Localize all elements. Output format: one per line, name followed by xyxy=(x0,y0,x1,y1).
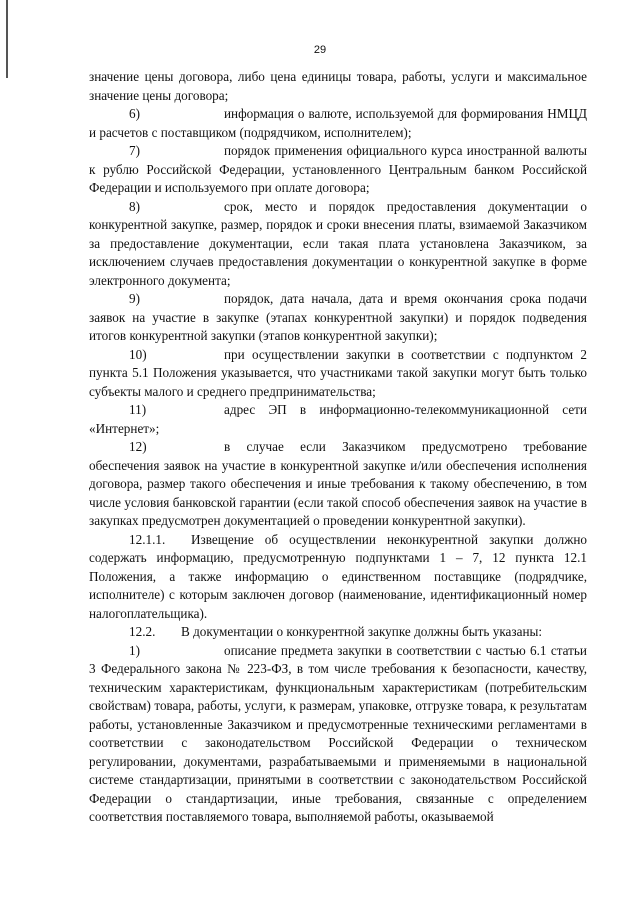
list-item-6 xyxy=(89,105,587,142)
list-item-7 xyxy=(89,142,587,198)
paragraph-text: срок, место и порядок предоставления документации о конкурентной закупке, размер, порядок и сроки внесения платы, взимаемой Заказчиком за предоставление документации, если такая плата установлена Заказчиком, за исключением случаев предоставления документации о конкурентной закупке в форме электронного документа; xyxy=(89,198,587,288)
paragraph-text: Извещение об осуществлении неконкурентной закупки должно содержать информацию, предусмотренную подпунктами 1 – 7, 12 пункта 12.1 Положения, а также информацию о единственном поставщике (подрядчике, исполнителе) с которым заключен договор (наименование, идентификационный номер налогоплательщика). xyxy=(89,531,587,621)
item-number: 1) xyxy=(129,642,140,658)
paragraph-text: при осуществлении закупки в соответствии с подпунктом 2 пункта 5.1 Положения указывается, что участниками такой закупки могут быть только субъекты малого и среднего предпринимательства; xyxy=(89,346,587,399)
paragraph-continuation xyxy=(89,68,587,105)
list-item-8 xyxy=(89,198,587,291)
item-number: 11) xyxy=(129,402,147,417)
paragraph-text: В документации о конкурентной закупке должны быть указаны: xyxy=(181,624,543,639)
clause-number: 12.2. xyxy=(129,624,156,639)
item-number: 10) xyxy=(129,346,147,362)
list-item-12 xyxy=(89,438,587,531)
item-number: 7) xyxy=(129,143,140,158)
paragraph-text: описание предмета закупки в соответствии с частью 6.1 статьи 3 Федерального закона № 223-ФЗ, в том числе требования к безопасности, качеству, техническим характеристикам, функциональным характеристикам (потребительским свойствам) товара, работы, услуги, к размерам, упаковке, отгрузке товара, к результатам работы, установленные Заказчиком и предусмотренные техническими регламентами в соответствии с законодательством Российской Федерации о техническом регулировании, документами, разрабатываемыми и применяемыми в национальной системе стандартизации, принятыми в соответствии с законодательством Российской Федерации о стандартизации, иные требования, связанные с определением соответствия поставляемого товара, выполняемой работы, оказываемой xyxy=(89,642,587,824)
list-item-1 xyxy=(89,642,587,827)
clause-12-1-1 xyxy=(89,531,587,624)
list-item-10 xyxy=(89,346,587,402)
item-number: 8) xyxy=(129,198,140,214)
item-number: 6) xyxy=(129,106,140,121)
document-body xyxy=(89,68,587,827)
paragraph-text: в случае если Заказчиком предусмотрено требование обеспечения заявок на участие в конкурентной закупке и/или обеспечения исполнения договора, размер такого обеспечения и иные требования к такому обеспечению, в том числе условия банковской гарантии (если такой способ обеспечения заявок на участие в закупках предусмотрен документацией о проведении конкурентной закупки). xyxy=(89,439,587,528)
list-item-11 xyxy=(89,401,587,438)
page-number: 29 xyxy=(313,44,327,56)
paragraph-text: адрес ЭП в информационно-телекоммуникационной сети «Интернет»; xyxy=(89,402,587,436)
list-item-9 xyxy=(89,290,587,346)
paragraph-text: информация о валюте, используемой для формирования НМЦД и расчетов с поставщиком (подрядчиком, исполнителем); xyxy=(89,106,587,140)
paragraph-text: порядок, дата начала, дата и время окончания срока подачи заявок на участие в закупке (этапах конкурентной закупки) и порядок подведения итогов конкурентной закупки (этапов конкурентной закупки); xyxy=(89,291,587,343)
paragraph-text: порядок применения официального курса иностранной валюты к рублю Российской Федерации, установленного Центральным банком Российской Федерации и используемого при оплате договора; xyxy=(89,143,587,195)
item-number: 12) xyxy=(129,439,147,454)
clause-number: 12.1.1. xyxy=(129,531,166,547)
paragraph-text: значение цены договора, либо цена единицы товара, работы, услуги и максимальное значение цены договора; xyxy=(89,69,587,103)
clause-12-2 xyxy=(89,623,587,642)
item-number: 9) xyxy=(129,291,140,306)
scan-edge-line xyxy=(6,0,8,78)
